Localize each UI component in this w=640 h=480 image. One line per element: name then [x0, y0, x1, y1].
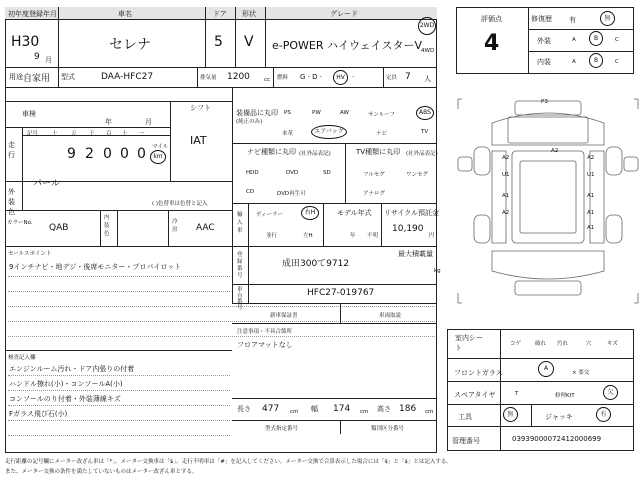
- eq-leather: 本革: [282, 131, 294, 137]
- km-circle: [150, 150, 166, 164]
- score-value: 4: [484, 31, 500, 56]
- navi-sd: SD: [323, 170, 331, 176]
- spare-missing: 欠: [607, 389, 614, 396]
- int-grade-c: C: [615, 59, 619, 65]
- mark-a1-1: A1: [502, 193, 510, 199]
- import-dealer: ディーラー: [256, 212, 284, 218]
- mark-a1-3: A1: [587, 210, 595, 216]
- spare-label: スペアタイヤ: [454, 391, 496, 399]
- eq-ps: PS: [284, 110, 291, 116]
- tools-value: 無: [507, 411, 514, 418]
- model-label: 車名: [118, 10, 132, 18]
- reg-year: H30: [11, 34, 40, 50]
- width-label: 幅: [311, 405, 318, 413]
- shite-koge: コゲ: [510, 341, 522, 347]
- front-glass-circle: [538, 361, 554, 377]
- mark-p3: P3: [541, 99, 548, 105]
- jack-label: ジャッキ: [545, 413, 573, 421]
- class-designation-label: 類別区分番号: [371, 426, 405, 432]
- tools-label: 工具: [458, 413, 472, 421]
- footer-line-1: 走行距離の記号欄にメーター改ざん車は「*」、メーター交換車は「$」、走行不明車は「#」を記入してください。メーター交換で合算表示した場合には「$」と「$」とは記入する。: [5, 459, 452, 465]
- repair-no: 無: [604, 15, 611, 22]
- ext-grade-circle: [589, 31, 603, 46]
- jack-circle: [596, 407, 611, 422]
- new-warranty-label: 新車保証書: [270, 313, 298, 319]
- navi-hdd: HDD: [246, 170, 259, 176]
- tv-analog: アナログ: [363, 191, 386, 197]
- width-unit: cm: [360, 409, 369, 415]
- mark-a2-1: A2: [502, 155, 510, 161]
- manage-value: 03939000072412000699: [512, 435, 602, 443]
- mark-a1-4: A1: [587, 225, 595, 231]
- digit-h1: 十: [52, 131, 58, 137]
- max-load-unit: kg: [434, 268, 441, 274]
- reg-label: 初年度登録年月: [8, 10, 57, 18]
- inspector-line-4: Fガラス飛び石(小): [9, 410, 68, 418]
- front-glass-value: A: [543, 365, 549, 372]
- equipment-sublabel: (純正のみ): [236, 119, 263, 125]
- car-name: セレナ: [109, 37, 151, 53]
- unit-mile: マイル: [152, 144, 169, 150]
- chassis-value: HFC27-019767: [307, 288, 375, 298]
- tools-circle: [503, 407, 518, 422]
- driven-label: 走行: [8, 141, 15, 159]
- import-label: 輸入車: [237, 212, 243, 234]
- recycle-label: リサイクル預託金: [384, 209, 440, 217]
- front-glass-note: × 要交: [572, 370, 590, 376]
- chassis-label: 車台番号: [237, 287, 243, 311]
- grade-value: e-POWER ハイウェイスターV: [272, 39, 422, 52]
- handle-circle: [301, 206, 319, 220]
- digit-1: 2: [85, 146, 94, 162]
- navi-dvd: DVD: [286, 170, 299, 176]
- tv-fullseg: フルセグ: [363, 172, 385, 178]
- navi-label: ナビ種類に丸印: [247, 148, 296, 156]
- digit-h4: 百: [106, 131, 112, 137]
- manual-label: 車両取説: [379, 313, 402, 319]
- eq-navi: ナビ: [376, 131, 388, 137]
- sales-point-text: 9インチナビ・地デジ・後席モニター・プロパイロット: [9, 263, 182, 271]
- plate-value: 成田300て9712: [282, 259, 350, 269]
- height-value: 186: [399, 404, 417, 414]
- grade-label: グレード: [330, 10, 358, 18]
- mark-a2-2: A2: [587, 155, 595, 161]
- doors-value: 5: [214, 34, 223, 50]
- spare-t: T: [515, 391, 519, 397]
- repair-label: 修復歴: [531, 15, 552, 23]
- shite-yabure: 破れ: [535, 341, 547, 347]
- equipment-label: 装備品に丸印: [236, 109, 278, 117]
- displacement-label: 排気量: [200, 75, 217, 81]
- spare-circle: [603, 385, 618, 400]
- shite-kizu: キズ: [607, 341, 618, 347]
- drive-4wd: 4WD: [421, 48, 435, 54]
- mark-u1-2: U1: [587, 172, 595, 178]
- mark-a1-2: A1: [587, 193, 595, 199]
- caution-label: 注意事項・不具合箇所: [237, 329, 293, 335]
- model-year-label: モデル年式: [337, 209, 372, 217]
- interior-shite-label: 室内シート: [455, 334, 483, 352]
- eq-abs: ABS: [419, 109, 431, 116]
- inspector-line-3: コンソールのり付着・外装薄線キズ: [9, 395, 121, 403]
- digit-h3: 千: [89, 131, 95, 137]
- shite-ana: 穴: [586, 341, 592, 347]
- length-value: 477: [262, 404, 280, 414]
- import-parallel: 並行: [266, 233, 278, 239]
- inspector-line-2: ハンドル擦れ(小)・コンソールA(小): [9, 380, 123, 388]
- interior-score-label: 内装: [537, 58, 551, 66]
- import-handle: 右H: [304, 209, 316, 216]
- model-year-unknown: 不明: [367, 233, 379, 239]
- car-history-label: 車検: [22, 110, 36, 118]
- exterior-score-label: 外装: [537, 37, 551, 45]
- eq-pw: PW: [312, 110, 321, 116]
- length-label: 長さ: [237, 405, 251, 413]
- exterior-label: 外装色: [8, 188, 15, 216]
- footer-line-2: また、メーター交換の条件を満たしていないものはメーター改ざん車とする。: [5, 469, 198, 475]
- model-code: DAA-HFC27: [101, 72, 154, 82]
- int-grade-circle: [589, 53, 603, 68]
- drive-2wd: 2WD: [419, 22, 435, 29]
- plate-label: 登録番号: [237, 252, 243, 279]
- import-left: 左H: [303, 233, 313, 239]
- capacity-unit: 人: [424, 75, 431, 83]
- height-unit: cm: [425, 409, 434, 415]
- digit-h0: 記号: [27, 131, 39, 137]
- ext-grade-a: A: [572, 37, 576, 43]
- reg-month: 9: [34, 52, 40, 62]
- digit-3: 0: [120, 146, 129, 162]
- type-designation-label: 型式指定番号: [265, 426, 299, 432]
- door-label: ドア: [213, 10, 227, 18]
- unit-km: km: [153, 153, 163, 160]
- car-month-unit: 月: [145, 118, 152, 126]
- ext-grade-c: C: [615, 37, 619, 43]
- digit-h2: 万: [71, 131, 77, 137]
- fuel-label: 燃料: [277, 75, 289, 81]
- reg-month-unit: 月: [45, 56, 52, 64]
- navi-cd: CD: [246, 189, 255, 195]
- digit-4: 0: [137, 146, 146, 162]
- displacement-value: 1200: [227, 72, 250, 82]
- car-diagram: [450, 95, 640, 325]
- jack-value: 有: [600, 411, 607, 418]
- tv-sublabel: (社外品表記): [406, 151, 438, 157]
- ac-label: 冷房: [172, 219, 178, 233]
- recycle-amount: 10,190: [392, 224, 424, 234]
- fuel-selected: HV: [336, 74, 345, 81]
- fuel-options: G · D ·: [300, 73, 322, 81]
- ac-value: AAC: [196, 223, 215, 233]
- caution-text: フロアマットなし: [237, 341, 293, 349]
- navi-dvd-play: DVD再生可: [277, 191, 306, 197]
- abs-circle: [416, 106, 434, 120]
- repair-no-circle: [600, 11, 615, 26]
- ext-grade-b: B: [593, 35, 599, 42]
- car-year-unit: 年: [105, 118, 112, 126]
- use-value: 自家用: [23, 74, 51, 84]
- spare-kit: 修理KIT: [555, 393, 575, 399]
- interior-color-label: 内装色: [104, 215, 110, 237]
- mark-a2-3: A2: [551, 148, 559, 154]
- model-year-unit: 年: [350, 233, 356, 239]
- mark-a2-4: A2: [502, 210, 510, 216]
- use-label: 用途: [9, 73, 23, 81]
- digit-0: 9: [67, 146, 76, 162]
- front-glass-label: フロントガラス: [454, 369, 503, 377]
- eq-sunroof: サンルーフ: [368, 112, 395, 118]
- fuel-circle: [333, 70, 348, 85]
- repair-yes: 有: [569, 16, 576, 24]
- digit-h5: 十: [122, 131, 128, 137]
- tv-oneseg: ワンセグ: [406, 172, 429, 178]
- navi-sublabel: (社外品表記): [299, 151, 331, 157]
- max-load-label: 最大積載量: [398, 250, 433, 258]
- exterior-color: パール: [33, 179, 60, 189]
- drive-circle: [418, 17, 436, 35]
- shape-label: 形状: [242, 10, 256, 18]
- int-grade-a: A: [572, 59, 576, 65]
- digit-h6: 一: [139, 131, 145, 137]
- shift-value: IAT: [190, 134, 207, 147]
- recycle-unit: 円: [429, 233, 435, 239]
- inspector-label: 検査記入欄: [8, 355, 36, 361]
- airbag-circle: [311, 125, 347, 139]
- length-unit: cm: [290, 409, 299, 415]
- manage-label: 管理番号: [452, 437, 480, 445]
- color-code-label: カラーNo.: [7, 220, 33, 226]
- shite-yogore: 汚れ: [557, 341, 569, 347]
- exterior-note: ( )色替車は色替と記入: [152, 201, 208, 207]
- capacity-label: 定員: [386, 75, 398, 81]
- mark-u1-1: U1: [502, 172, 510, 178]
- width-value: 174: [333, 404, 351, 414]
- inspector-line-1: エンジンルーム汚れ・ドア内張りの付着: [9, 365, 135, 373]
- eq-aw: AW: [340, 110, 349, 116]
- type-label: 型式: [61, 73, 75, 81]
- eq-tv: TV: [421, 129, 429, 135]
- shift-label: シフト: [190, 104, 211, 112]
- score-label: 評価点: [481, 15, 502, 23]
- tv-label: TV種類に丸印: [356, 148, 401, 156]
- sales-point-label: セールスポイント: [8, 251, 52, 257]
- capacity-value: 7: [405, 72, 411, 82]
- displacement-unit: cc: [264, 77, 271, 83]
- height-label: 高さ: [377, 405, 391, 413]
- color-code: QAB: [49, 223, 69, 233]
- digit-2: 0: [103, 146, 112, 162]
- fuel-other: ·: [352, 73, 355, 81]
- eq-airbag: エアバッグ: [314, 128, 344, 135]
- shape-value: V: [244, 34, 254, 50]
- int-grade-b: B: [593, 57, 599, 64]
